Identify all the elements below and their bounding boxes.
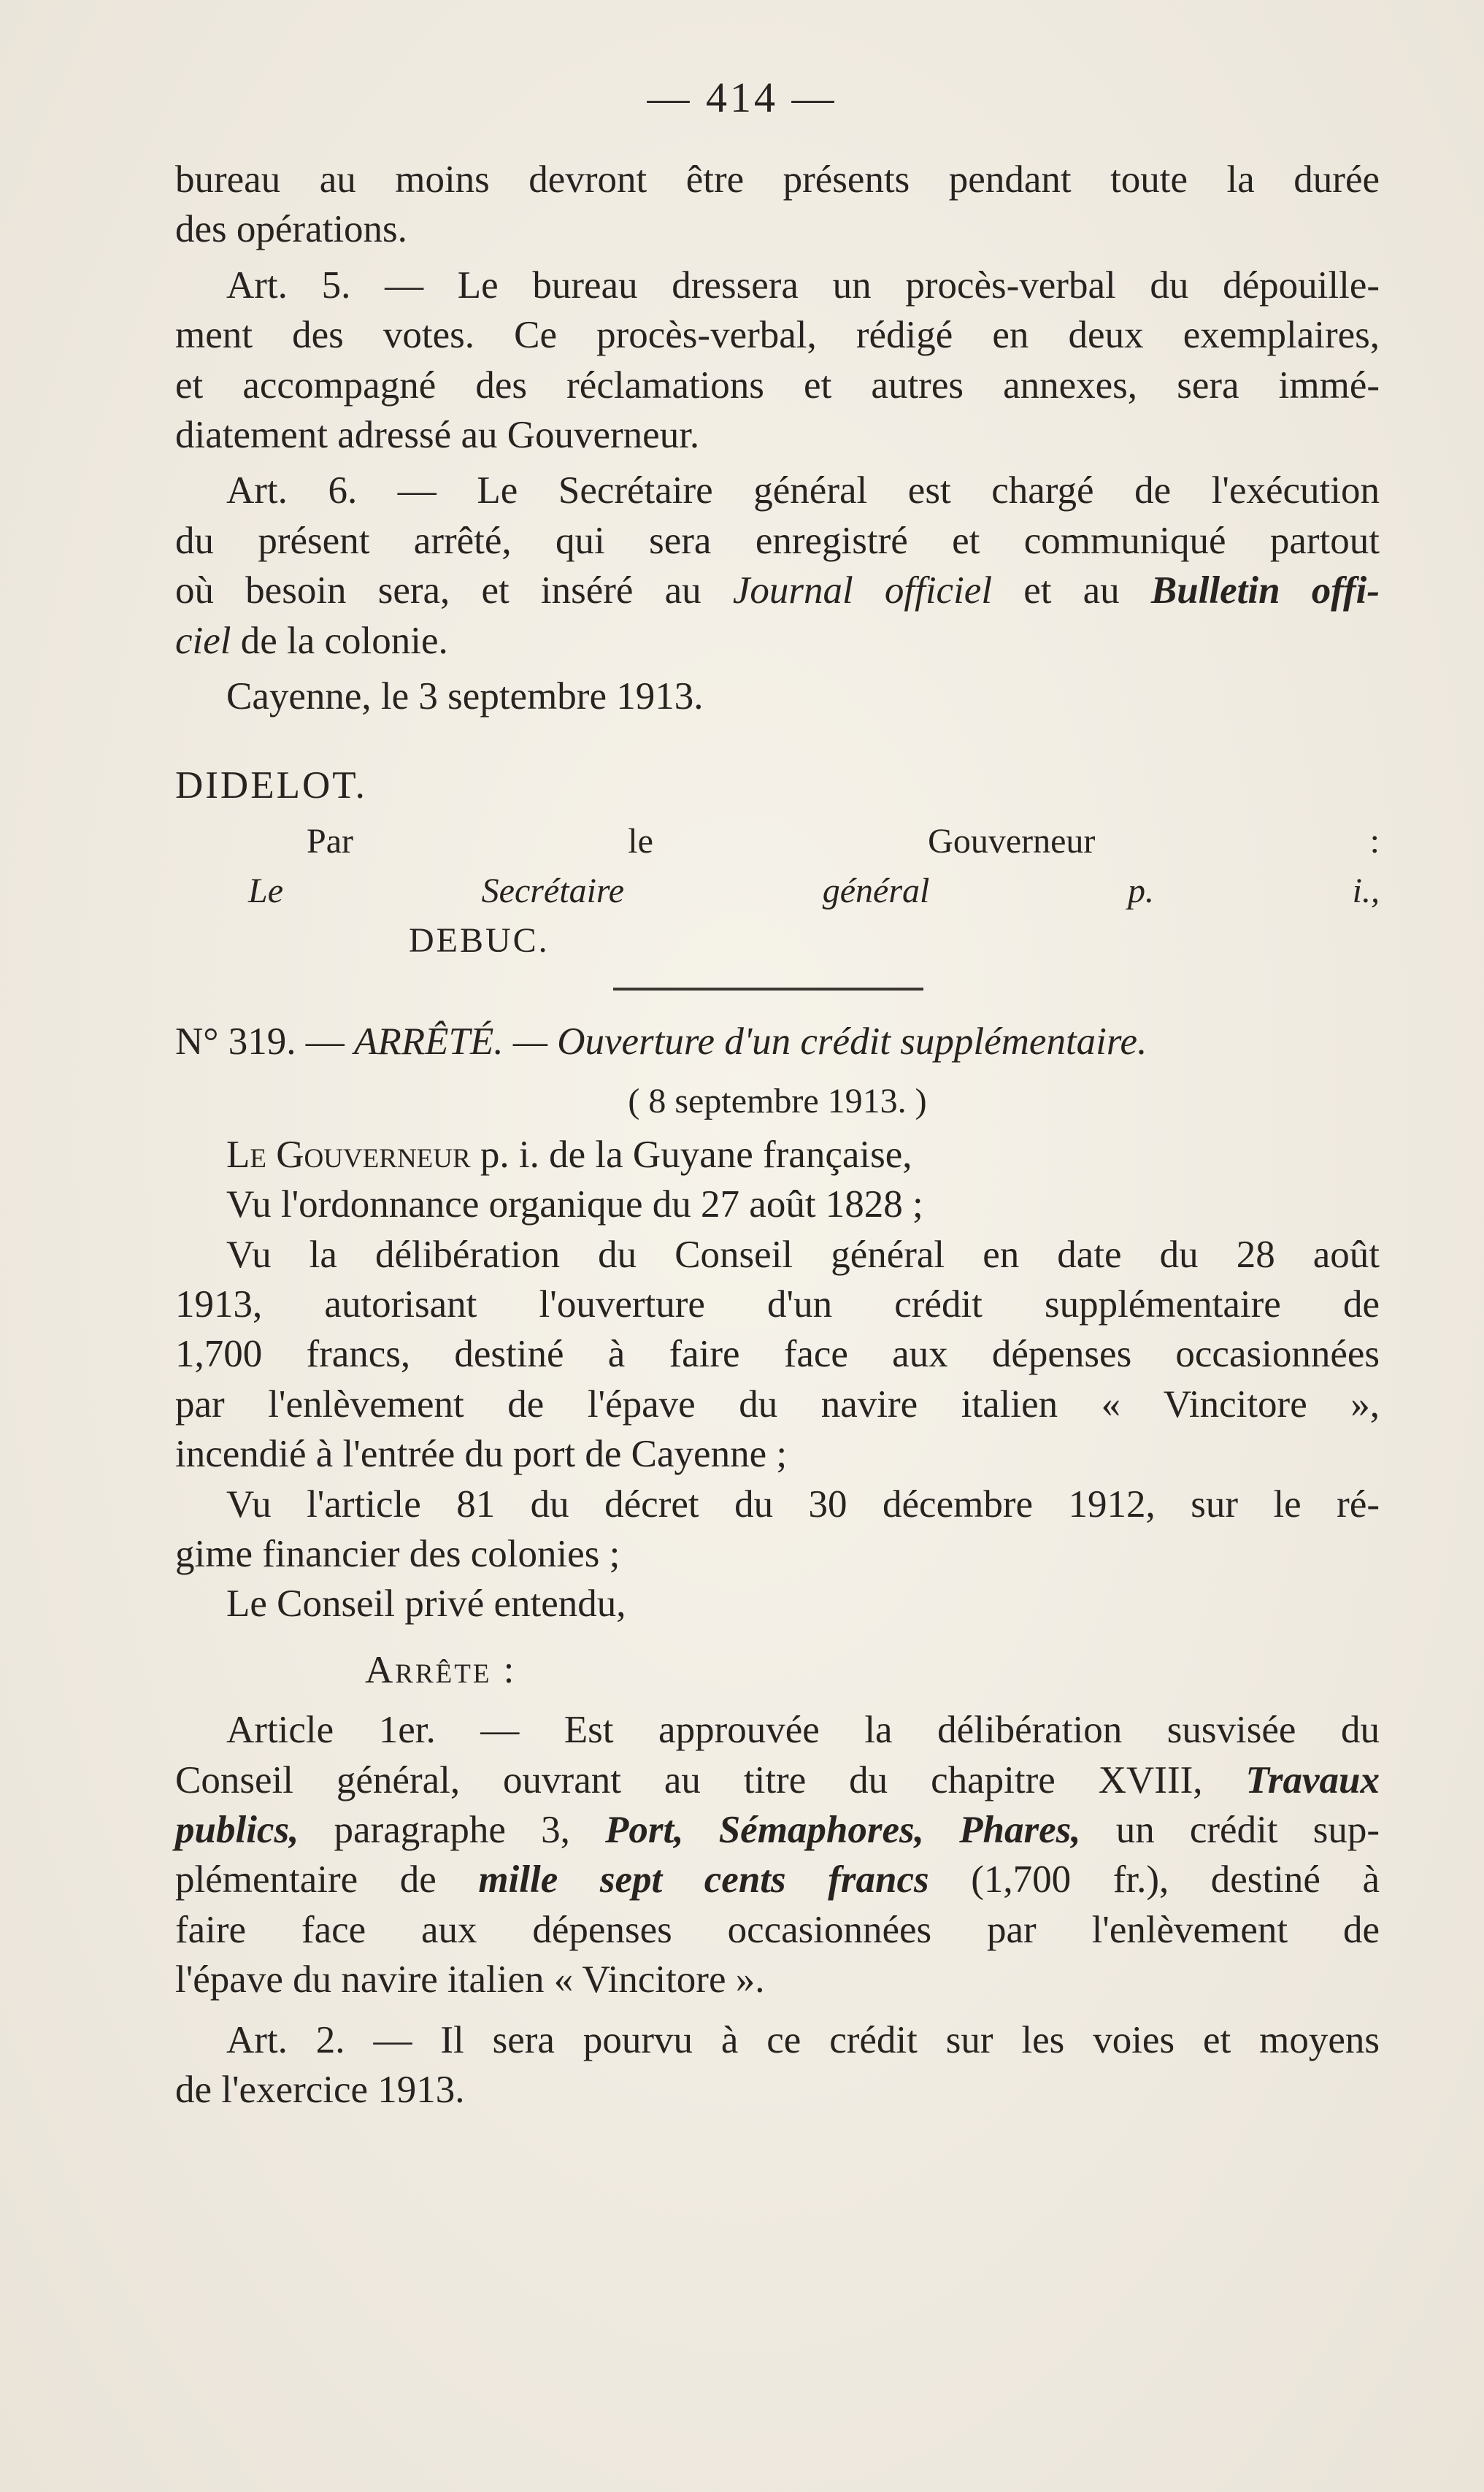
vu-line: Vu l'article 81 du décret du 30 décembre 1912, sur le ré- (226, 1482, 1380, 1526)
governor-line (175, 1130, 1380, 1180)
governor-title: Le Gouverneur (226, 1133, 471, 1176)
signature-didelot: DIDELOT. (175, 764, 367, 807)
text-segment: et au (992, 569, 1151, 612)
amount-in-words: mille sept cents francs (478, 1858, 929, 1901)
vu-line: Vu l'ordonnance organique du 27 août 1828 ; (226, 1183, 923, 1226)
paragraph-title: Port, Sémaphores, Phares, (605, 1808, 1081, 1851)
text-segment: Conseil général, ouvrant au titre du chapitre XVIII, (175, 1758, 1246, 1801)
article-1-line (175, 1755, 1380, 1805)
decree-heading (175, 1017, 1380, 1066)
article-1-line (175, 1805, 1380, 1855)
vu-line: incendié à l'entrée du port de Cayenne ; (175, 1433, 788, 1476)
article-6-line: du présent arrêté, qui sera enregistré et communiqué partout (175, 519, 1380, 562)
bulletin-officiel-title-end: ciel (175, 619, 231, 662)
text-segment: de la colonie. (231, 619, 448, 662)
article-1-line: Article 1er. — Est approuvée la délibération susvisée du (226, 1709, 1380, 1752)
article-5-line: et accompagné des réclamations et autres annexes, sera immé- (175, 364, 1380, 407)
text-segment: plémentaire de (175, 1858, 479, 1901)
article-1-line (175, 1855, 1380, 1904)
decree-date: ( 8 septembre 1913. ) (628, 1082, 927, 1121)
article-1-line: l'épave du navire italien « Vincitore ». (175, 1958, 765, 2001)
decree-number: N° 319. — (175, 1020, 354, 1063)
decree-title: ARRÊTÉ. — Ouverture d'un crédit supplémentaire. (353, 1020, 1147, 1063)
place-date: Cayenne, le 3 septembre 1913. (226, 675, 704, 718)
page-content (175, 155, 1380, 2115)
secretary-line: Le Secrétaire général p. i., (248, 871, 1380, 910)
article-6-line (175, 566, 1380, 615)
article-5-line: ment des votes. Ce procès-verbal, rédigé en deux exemplaires, (175, 314, 1380, 357)
article-6-line (175, 616, 1380, 666)
vu-line: par l'enlèvement de l'épave du navire italien « Vincitore », (175, 1382, 1380, 1426)
text-segment: p. i. de la Guyane française, (470, 1133, 912, 1176)
article-5-line: diatement adressé au Gouverneur. (175, 414, 700, 457)
by-governor-line: Par le Gouverneur : (307, 821, 1380, 861)
vu-line: 1,700 francs, destiné à faire face aux dépenses occasionnées (175, 1333, 1380, 1376)
signature-debuc: DEBUC. (409, 920, 550, 960)
article-2-line: Art. 2. — Il sera pourvu à ce crédit sur les voies et moyens (226, 2018, 1380, 2061)
text-segment: paragraphe 3, (299, 1808, 606, 1851)
vu-line: gime financier des colonies ; (175, 1532, 620, 1575)
bulletin-officiel-title: Bulletin offi- (1150, 569, 1380, 612)
chapter-title-end: publics, (175, 1808, 299, 1851)
arrete-heading: Arrête : (365, 1648, 517, 1691)
chapter-title: Travaux (1245, 1758, 1380, 1801)
text-line: des opérations. (175, 208, 407, 251)
article-1-line: faire face aux dépenses occasionnées par l'enlèvement de (175, 1908, 1380, 1951)
text-segment: un crédit sup- (1080, 1808, 1380, 1851)
conseil-line: Le Conseil privé entendu, (226, 1583, 626, 1626)
article-2-line: de l'exercice 1913. (175, 2069, 465, 2111)
text-segment: où besoin sera, et inséré au (175, 569, 733, 612)
page-number: — 414 — (647, 74, 837, 121)
article-5-line: Art. 5. — Le bureau dressera un procès-verbal du dépouille- (226, 264, 1380, 307)
journal-officiel-title: Journal officiel (732, 569, 993, 612)
text-segment: (1,700 fr.), destiné à (929, 1858, 1380, 1901)
vu-line: Vu la délibération du Conseil général en date du 28 août (226, 1233, 1380, 1276)
article-6-line: Art. 6. — Le Secrétaire général est chargé de l'exécution (226, 469, 1380, 512)
vu-line: 1913, autorisant l'ouverture d'un crédit supplémentaire de (175, 1282, 1380, 1326)
section-separator (613, 988, 923, 991)
text-line: bureau au moins devront être présents pendant toute la durée (175, 158, 1380, 201)
